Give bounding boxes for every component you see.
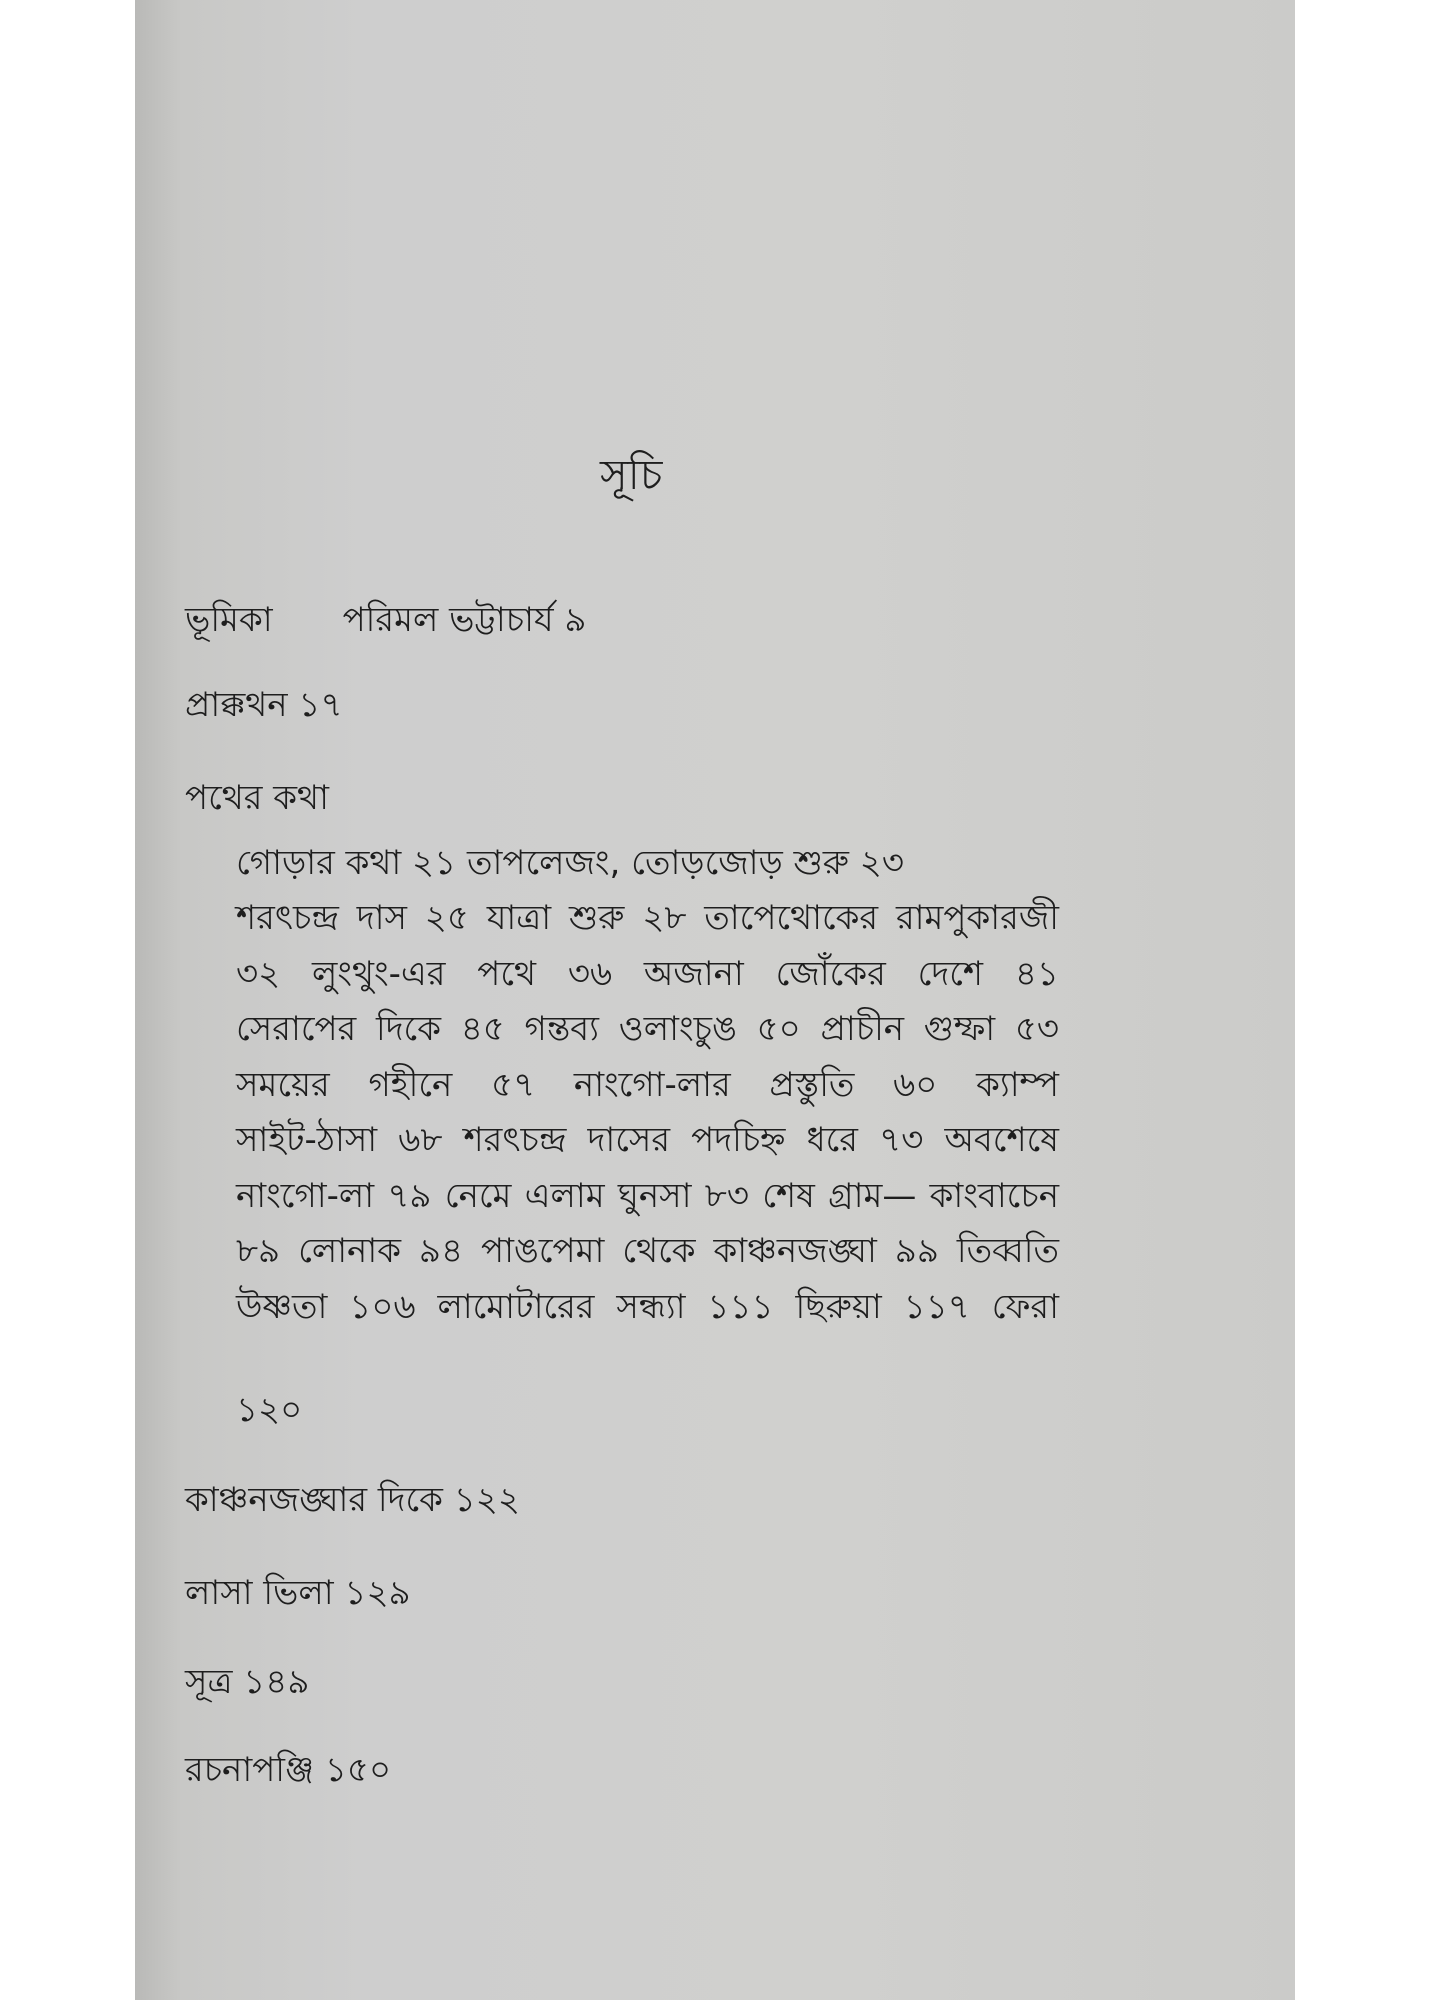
toc-sub-line: শরৎচন্দ্র দাস ২৫ যাত্রা শুরু ২৮ তাপেথোকের রামপুকারজী <box>236 898 1059 938</box>
toc-entry-author: পরিমল ভট্টাচার্য ৯ <box>342 600 587 640</box>
toc-entry-rachana: রচনাপঞ্জি ১৫০ <box>185 1750 392 1790</box>
toc-entry-bhumika <box>185 600 586 640</box>
toc-entry-prakkathan: প্রাক্কথন ১৭ <box>185 685 343 725</box>
toc-sub-line: উষ্ণতা ১০৬ লামোটারের সন্ধ্যা ১১১ ছিরুয়া ১১৭ ফেরা <box>236 1287 1059 1327</box>
toc-sub-line: ৩২ লুংথুং-এর পথে ৩৬ অজানা জোঁকের দেশে ৪১ <box>236 954 1059 994</box>
toc-section-heading: পথের কথা <box>185 778 329 818</box>
page-title: সূচি <box>600 450 663 499</box>
toc-entry-kanchan: কাঞ্চনজঙ্ঘার দিকে ১২২ <box>185 1480 520 1520</box>
toc-sub-line: সাইট-ঠাসা ৬৮ শরৎচন্দ্র দাসের পদচিহ্ন ধরে ৭৩ অবশেষে <box>236 1120 1059 1160</box>
toc-sub-line: সময়ের গহীনে ৫৭ নাংগো-লার প্রস্তুতি ৬০ ক্যাম্প <box>236 1065 1059 1105</box>
toc-sub-line: ১২০ <box>236 1390 303 1430</box>
toc-sub-line: সেরাপের দিকে ৪৫ গন্তব্য ওলাংচুঙ ৫০ প্রাচীন গুম্ফা ৫৩ <box>236 1009 1059 1049</box>
toc-sub-line: গোড়ার কথা ২১ তাপলেজং, তোড়জোড় শুরু ২৩ <box>236 843 904 883</box>
toc-entry-lhasa: লাসা ভিলা ১২৯ <box>185 1573 411 1613</box>
toc-entry-label: ভূমিকা <box>185 600 273 640</box>
toc-entry-sutra: সূত্র ১৪৯ <box>185 1662 310 1702</box>
toc-sub-line: নাংগো-লা ৭৯ নেমে এলাম ঘুনসা ৮৩ শেষ গ্রাম— কাংবাচেন <box>236 1176 1059 1216</box>
toc-sub-line: ৮৯ লোনাক ৯৪ পাঙপেমা থেকে কাঞ্চনজঙ্ঘা ৯৯ তিব্বতি <box>236 1231 1059 1271</box>
